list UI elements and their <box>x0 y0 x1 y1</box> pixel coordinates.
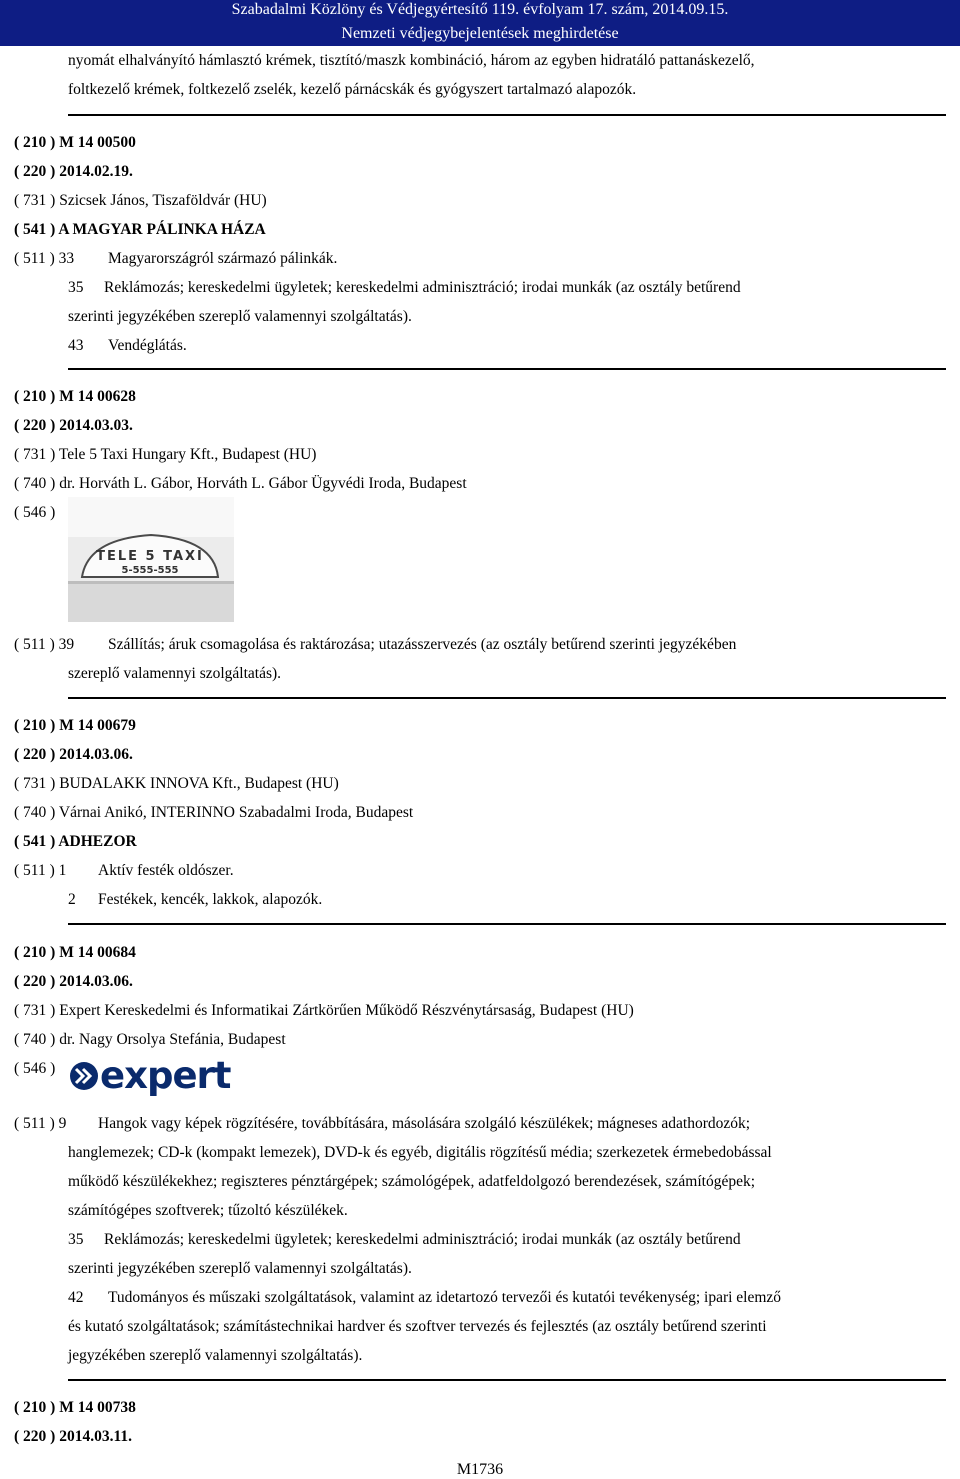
class-prefix: ( 511 ) 9 <box>14 1115 67 1132</box>
class-text: hanglemezek; CD-k (kompakt lemezek), DVD-k és egyéb, digitális rögzítésű média; szerkezetek érmebedobással <box>68 1144 772 1161</box>
applicant: ( 731 ) Tele 5 Taxi Hungary Kft., Budapest (HU) <box>14 446 317 463</box>
class-text: szerinti jegyzékében szereplő valamennyi szolgáltatás). <box>68 1260 412 1277</box>
class-text: Reklámozás; kereskedelmi ügyletek; kereskedelmi adminisztráció; irodai munkák (az osztály betűrend <box>104 279 741 296</box>
class-text: Aktív festék oldószer. <box>98 862 234 879</box>
filing-date: ( 220 ) 2014.02.19. <box>14 163 133 180</box>
entry-divider <box>68 697 946 699</box>
class-text: Magyarországról származó pálinkák. <box>108 250 338 267</box>
class-text: Szállítás; áruk csomagolása és raktározása; utazásszervezés (az osztály betűrend szerinti jegyzékében <box>108 636 737 653</box>
filing-date: ( 220 ) 2014.03.06. <box>14 746 133 763</box>
class-text: Reklámozás; kereskedelmi ügyletek; kereskedelmi adminisztráció; irodai munkák (az osztály betűrend <box>104 1231 741 1248</box>
class-text: számítógépes szoftverek; tűzoltó készülékek. <box>68 1202 348 1219</box>
class-number: 42 <box>68 1289 84 1306</box>
expert-logo-text: expert <box>100 1054 231 1097</box>
taxi-sign-phone: 5-555-555 <box>121 565 179 576</box>
page-header <box>0 0 960 46</box>
trademark-name: ( 541 ) A MAGYAR PÁLINKA HÁZA <box>14 221 266 238</box>
class-text: jegyzékében szereplő valamennyi szolgáltatás). <box>68 1347 363 1364</box>
class-text: Vendéglátás. <box>108 337 187 354</box>
class-prefix: ( 511 ) 39 <box>14 636 75 653</box>
entry-divider <box>68 368 946 370</box>
taxi-sign-name: TELE 5 TAXI <box>96 549 204 564</box>
representative: ( 740 ) dr. Horváth L. Gábor, Horváth L. Gábor Ügyvédi Iroda, Budapest <box>14 475 467 492</box>
tele5-taxi-logo-image <box>68 497 234 622</box>
class-number: 35 <box>68 1231 84 1248</box>
application-number: ( 210 ) M 14 00500 <box>14 134 136 151</box>
filing-date: ( 220 ) 2014.03.06. <box>14 973 133 990</box>
trademark-name: ( 541 ) ADHEZOR <box>14 833 137 850</box>
class-number: 2 <box>68 891 76 908</box>
class-text: szerinti jegyzékében szereplő valamennyi szolgáltatás). <box>68 308 412 325</box>
expert-logo-image <box>68 1054 236 1100</box>
logo-field-label: ( 546 ) <box>14 504 56 521</box>
application-number: ( 210 ) M 14 00628 <box>14 388 136 405</box>
class-text: Hangok vagy képek rögzítésére, továbbítására, másolására szolgáló készülékek; mágneses adathordozók; <box>98 1115 751 1132</box>
intro-line-2: foltkezelő krémek, foltkezelő zselék, kezelő párnácskák és gyógyszert tartalmazó alapozók. <box>68 81 637 98</box>
applicant: ( 731 ) Expert Kereskedelmi és Informatikai Zártkörűen Működő Részvénytársaság, Budapest (HU) <box>14 1002 634 1019</box>
entry-divider <box>68 1379 946 1381</box>
entry-divider <box>68 923 946 925</box>
entry-divider <box>68 114 946 116</box>
class-text: működő készülékekhez; regiszteres pénztárgépek; számológépek, adatfeldolgozó berendezések, számítógépek; <box>68 1173 756 1190</box>
representative: ( 740 ) Várnai Anikó, INTERINNO Szabadalmi Iroda, Budapest <box>14 804 414 821</box>
application-number: ( 210 ) M 14 00679 <box>14 717 136 734</box>
page-number: M1736 <box>456 1461 504 1478</box>
logo-field-label: ( 546 ) <box>14 1060 56 1077</box>
filing-date: ( 220 ) 2014.03.03. <box>14 417 133 434</box>
class-number: 43 <box>68 337 84 354</box>
application-number: ( 210 ) M 14 00738 <box>14 1399 136 1416</box>
class-text: Festékek, kencék, lakkok, alapozók. <box>98 891 323 908</box>
class-text: és kutató szolgáltatások; számítástechnikai hardver és szoftver tervezés és fejlesztés (az osztály betűrend szerinti <box>68 1318 767 1335</box>
class-prefix: ( 511 ) 1 <box>14 862 67 879</box>
class-text: szereplő valamennyi szolgáltatás). <box>68 665 282 682</box>
class-prefix: ( 511 ) 33 <box>14 250 75 267</box>
section-title: Nemzeti védjegybejelentések meghirdetése <box>341 25 619 42</box>
intro-line-1: nyomát elhalványító hámlasztó krémek, tisztító/maszk kombináció, három az egyben hidratáló pattanáskezelő, <box>68 52 755 69</box>
class-number: 35 <box>68 279 84 296</box>
applicant: ( 731 ) BUDALAKK INNOVA Kft., Budapest (HU) <box>14 775 339 792</box>
class-text: Tudományos és műszaki szolgáltatások, valamint az idetartozó tervezői és kutatói tevékenység; ipari elemző <box>108 1289 782 1306</box>
applicant: ( 731 ) Szicsek János, Tiszaföldvár (HU) <box>14 192 267 209</box>
filing-date: ( 220 ) 2014.03.11. <box>14 1428 132 1445</box>
application-number: ( 210 ) M 14 00684 <box>14 944 136 961</box>
representative: ( 740 ) dr. Nagy Orsolya Stefánia, Budapest <box>14 1031 286 1048</box>
journal-title: Szabadalmi Közlöny és Védjegyértesítő 119. évfolyam 17. szám, 2014.09.15. <box>231 1 729 18</box>
